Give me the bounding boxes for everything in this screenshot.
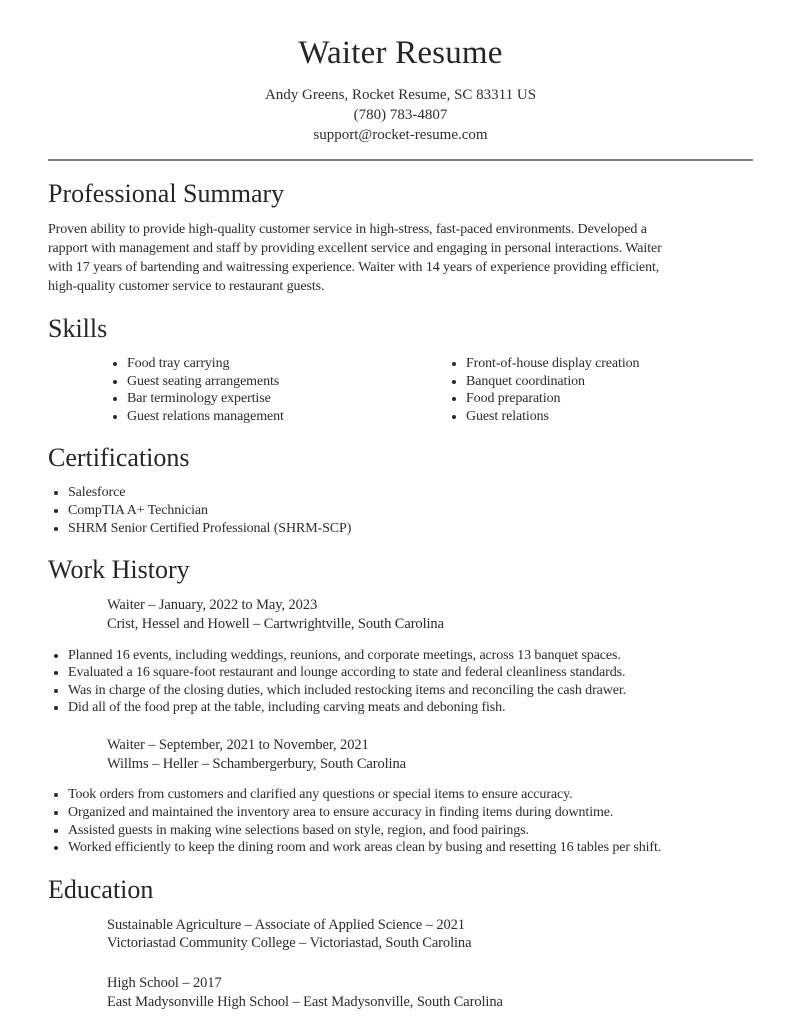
skill-item: • Food tray carrying [127, 355, 446, 373]
header-divider [48, 159, 753, 161]
professional-summary-text: Proven ability to provide high-quality customer service in high-stress, fast-paced environments. Developed a rapport with management and staff by providing excellent service and engaging in personal interactions. Waiter with 17 years of bartending and waitressing experience. Waiter with 14 years of experience providing efficient, high-quality customer service to restaurant guests. [48, 222, 662, 294]
skill-item: • Guest relations management [127, 408, 446, 426]
skills-heading: Skills [48, 314, 108, 343]
job-duty: • Planned 16 events, including weddings, reunions, and corporate meetings, across 13 banquet spaces. [68, 647, 753, 665]
skill-item: • Banquet coordination [466, 373, 639, 391]
job-entry [48, 736, 753, 857]
job-duty: • Organized and maintained the inventory area to ensure accuracy in finding items during downtime. [68, 804, 753, 822]
job-entry [48, 596, 753, 717]
skills-columns [107, 355, 753, 425]
work-history-heading: Work History [48, 555, 190, 585]
resume-title: Waiter Resume [298, 35, 503, 71]
job-duty: • Was in charge of the closing duties, which included restocking items and reconciling the cash drawer. [68, 682, 753, 700]
certification-item: • SHRM Senior Certified Professional (SHRM-SCP) [68, 520, 753, 538]
contact-email: support@rocket-resume.com [313, 127, 488, 143]
section-work-history [48, 554, 753, 857]
job-header [107, 596, 753, 633]
skills-column-2 [446, 355, 639, 425]
certification-item: • Salesforce [68, 484, 753, 502]
skill-item: • Guest relations [466, 408, 639, 426]
skills-column-1 [107, 355, 446, 425]
education-heading: Education [48, 874, 154, 904]
job-company-line: Willms – Heller – Schambergerbury, South Carolina [107, 755, 406, 772]
job-header [107, 736, 753, 773]
section-professional-summary [48, 178, 753, 296]
education-entry [107, 974, 753, 1011]
education-lines [107, 974, 753, 1011]
certifications-list [48, 484, 753, 537]
section-certifications [48, 442, 753, 537]
professional-summary-heading: Professional Summary [48, 179, 285, 208]
education-degree-line: Sustainable Agriculture – Associate of Applied Science – 2021 [107, 916, 465, 933]
job-title-line: Waiter – September, 2021 to November, 2021 [107, 736, 369, 753]
resume-header [48, 33, 753, 145]
job-company-line: Crist, Hessel and Howell – Cartwrightville, South Carolina [107, 615, 444, 632]
job-duties-list [48, 647, 753, 717]
job-duty: • Assisted guests in making wine selections based on style, region, and food pairings. [68, 822, 753, 840]
job-duty: • Evaluated a 16 square-foot restaurant and lounge according to state and federal cleanliness standards. [68, 664, 753, 682]
job-duty: • Worked efficiently to keep the dining room and work areas clean by busing and resetting 16 tables per shift. [68, 839, 753, 857]
skill-item: • Guest seating arrangements [127, 373, 446, 391]
education-school-line: East Madysonville High School – East Madysonville, South Carolina [107, 993, 503, 1010]
certification-item: • CompTIA A+ Technician [68, 502, 753, 520]
section-education [48, 874, 753, 1012]
skill-item: • Front-of-house display creation [466, 355, 639, 373]
skill-item: • Bar terminology expertise [127, 390, 446, 408]
skill-item: • Food preparation [466, 390, 639, 408]
education-lines [107, 916, 753, 953]
certifications-heading: Certifications [48, 443, 190, 473]
job-title-line: Waiter – January, 2022 to May, 2023 [107, 597, 318, 614]
section-skills [48, 313, 753, 425]
job-duty: • Took orders from customers and clarified any questions or special items to ensure accuracy. [68, 786, 753, 804]
education-degree-line: High School – 2017 [107, 975, 222, 992]
contact-address: Andy Greens, Rocket Resume, SC 83311 US [264, 87, 537, 103]
education-school-line: Victoriastad Community College – Victoriastad, South Carolina [107, 935, 472, 952]
job-duties-list [48, 786, 753, 856]
job-duty: • Did all of the food prep at the table, including carving meats and deboning fish. [68, 699, 753, 717]
contact-info [48, 85, 753, 145]
education-entry [107, 916, 753, 953]
contact-phone: (780) 783-4807 [353, 107, 448, 123]
